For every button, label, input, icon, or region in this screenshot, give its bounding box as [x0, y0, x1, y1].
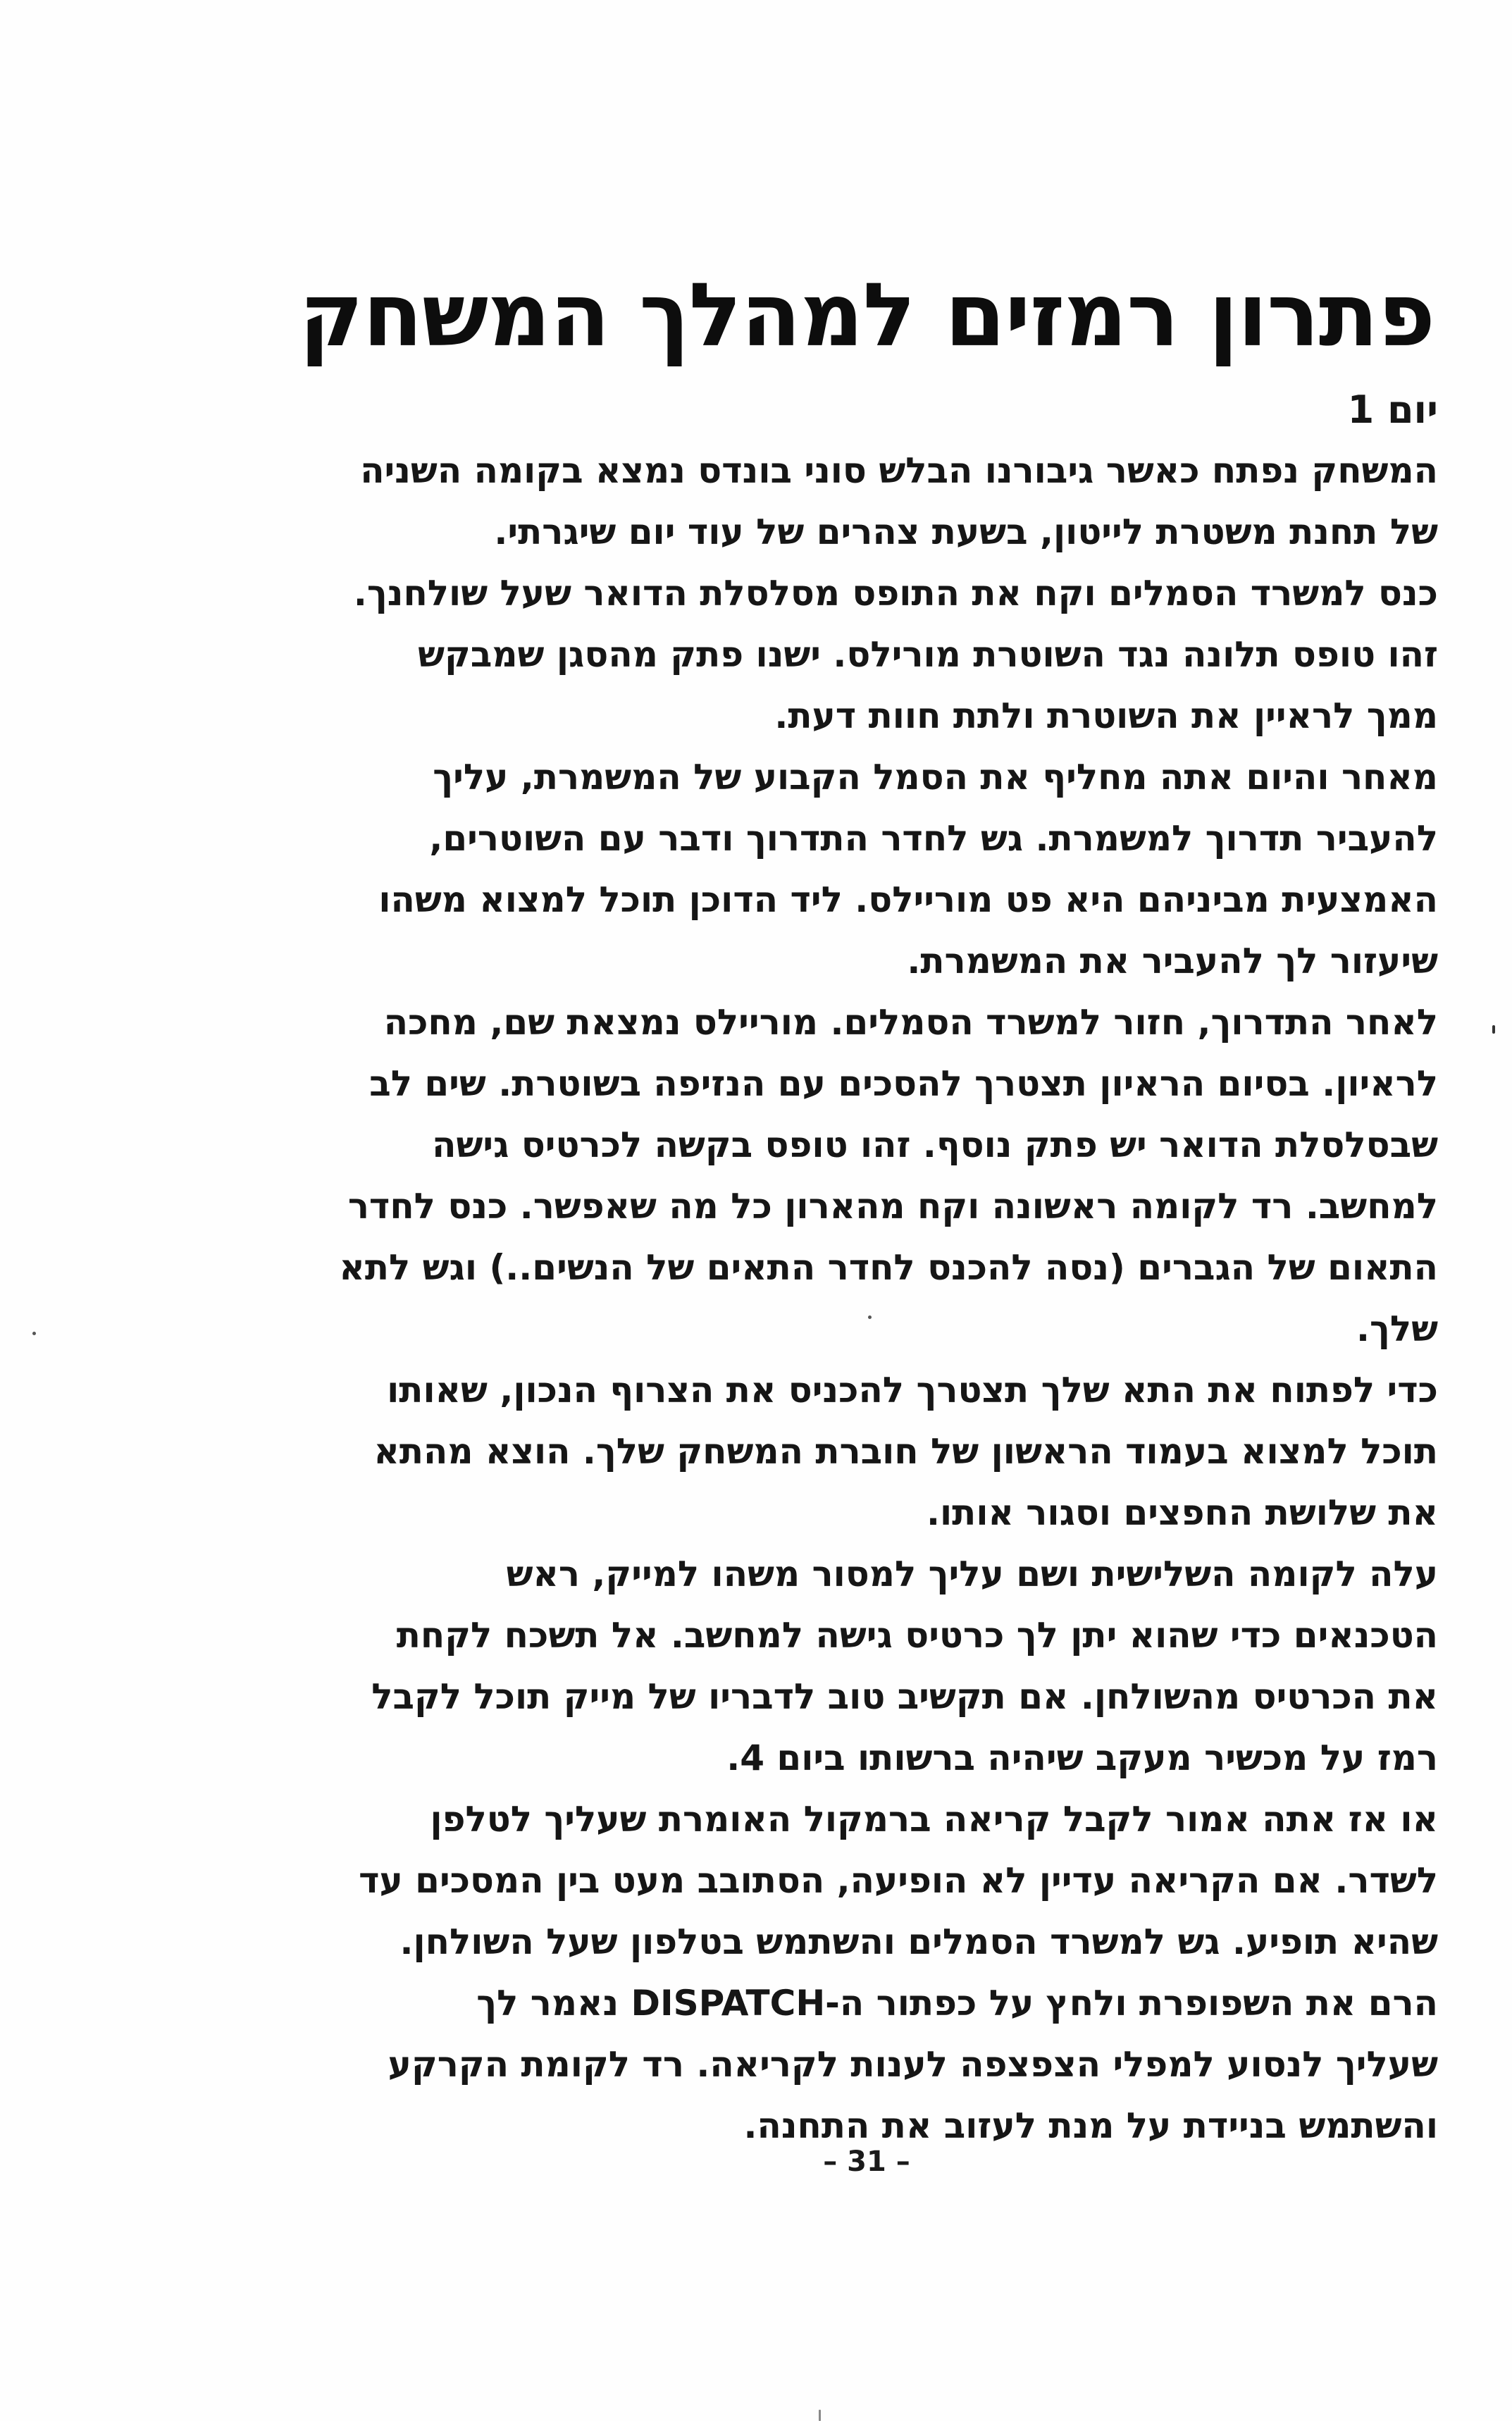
body-text: [286, 379, 1438, 2157]
page-title: פתרון רמזים למהלך המשחק: [299, 265, 1434, 367]
text-line: ממך לראיין את השוטרת ולתת חוות דעת.: [774, 695, 1438, 736]
text-line: לראיון. בסיום הראיון תצטרך להסכים עם הנזיפה בשוטרת. שים לב: [369, 1063, 1438, 1104]
text-line: כדי לפתוח את התא שלך תצטרך להכניס את הצרוף הנכון, שאותו: [387, 1370, 1438, 1411]
text-line: של תחנת משטרת לייטון, בשעת צהרים של עוד יום שיגרתי.: [494, 512, 1438, 552]
text-line: המשחק נפתח כאשר גיבורנו הבלש סוני בונדס נמצא בקומה השניה: [360, 450, 1438, 491]
text-line: האמצעית מביניהם היא פט מוריילס. ליד הדוכן תוכל למצוא משהו: [378, 879, 1438, 920]
paper-speck: [1492, 1025, 1495, 1034]
text-line: כנס למשרד הסמלים וקח את התופס מסלסלת הדואר שעל שולחנך.: [353, 573, 1438, 614]
text-line: את שלושת החפצים וסגור אותו.: [927, 1492, 1438, 1533]
text-line: או אז אתה אמור לקבל קריאה ברמקול האומרת שעליך לטלפן: [430, 1799, 1438, 1840]
text-line: הטכנאים כדי שהוא יתן לך כרטיס גישה למחשב. אל תשכח לקחת: [396, 1615, 1438, 1656]
text-line: רמז על מכשיר מעקב שיהיה ברשותו ביום 4.: [726, 1738, 1438, 1778]
paragraph: [286, 992, 1438, 1360]
text-line: עלה לקומה השלישית ושם עליך למסור משהו למייק, ראש: [506, 1554, 1438, 1595]
paragraph-list: [286, 440, 1438, 2157]
text-line: מאחר והיום אתה מחליף את הסמל הקבוע של המשמרת, עליך: [433, 757, 1438, 798]
paragraph: [286, 747, 1438, 992]
text-line: למחשב. רד לקומה ראשונה וקח מהארון כל מה שאפשר. כנס לחדר: [347, 1186, 1438, 1227]
text-line: שעליך לנסוע למפלי הצפצפה לענות לקריאה. רד לקומת הקרקע: [388, 2044, 1438, 2085]
text-line: תוכל למצוא בעמוד הראשון של חוברת המשחק שלך. הוצא מהתא: [373, 1431, 1438, 1472]
text-line: להעביר תדרוך למשמרת. גש לחדר התדרוך ודבר עם השוטרים,: [429, 818, 1438, 859]
text-line: שבסלסלת הדואר יש פתק נוסף. זהו טופס בקשה לכרטיס גישה: [432, 1125, 1438, 1165]
paragraph: [286, 1360, 1438, 1544]
paper-speck: [819, 2410, 821, 2421]
text-line: שלך.: [1356, 1308, 1438, 1349]
paragraph: [286, 440, 1438, 747]
paragraph: [286, 1789, 1438, 2157]
text-line: והשתמש בניידת על מנת לעזוב את התחנה.: [743, 2105, 1438, 2146]
paragraph: [286, 1544, 1438, 1789]
text-line: זהו טופס תלונה נגד השוטרת מורילס. ישנו פתק מהסגן שמבקש: [418, 634, 1438, 675]
text-line: שהיא תופיע. גש למשרד הסמלים והשתמש בטלפון שעל השולחן.: [399, 1921, 1438, 1962]
page-number: – 31 –: [823, 2146, 910, 2178]
text-line: לאחר התדרוך, חזור למשרד הסמלים. מוריילס נמצאת שם, מחכה: [383, 1002, 1438, 1043]
text-line: לשדר. אם הקריאה עדיין לא הופיעה, הסתובב מעט בין המסכים עד: [359, 1860, 1438, 1901]
text-line: הרם את השפופרת ולחץ על כפתור ה-DISPATCH נאמר לך: [476, 1983, 1438, 2024]
text-line: התאום של הגברים (נסה להכנס לחדר התאים של הנשים..) וגש לתא: [339, 1247, 1438, 1288]
paper-speck: [868, 1315, 872, 1319]
day-heading: יום 1: [1347, 388, 1438, 432]
text-line: את הכרטיס מהשולחן. אם תקשיב טוב לדבריו של מייק תוכל לקבל: [371, 1676, 1438, 1717]
paper-speck: [32, 1332, 36, 1335]
text-line: שיעזור לך להעביר את המשמרת.: [907, 941, 1438, 982]
